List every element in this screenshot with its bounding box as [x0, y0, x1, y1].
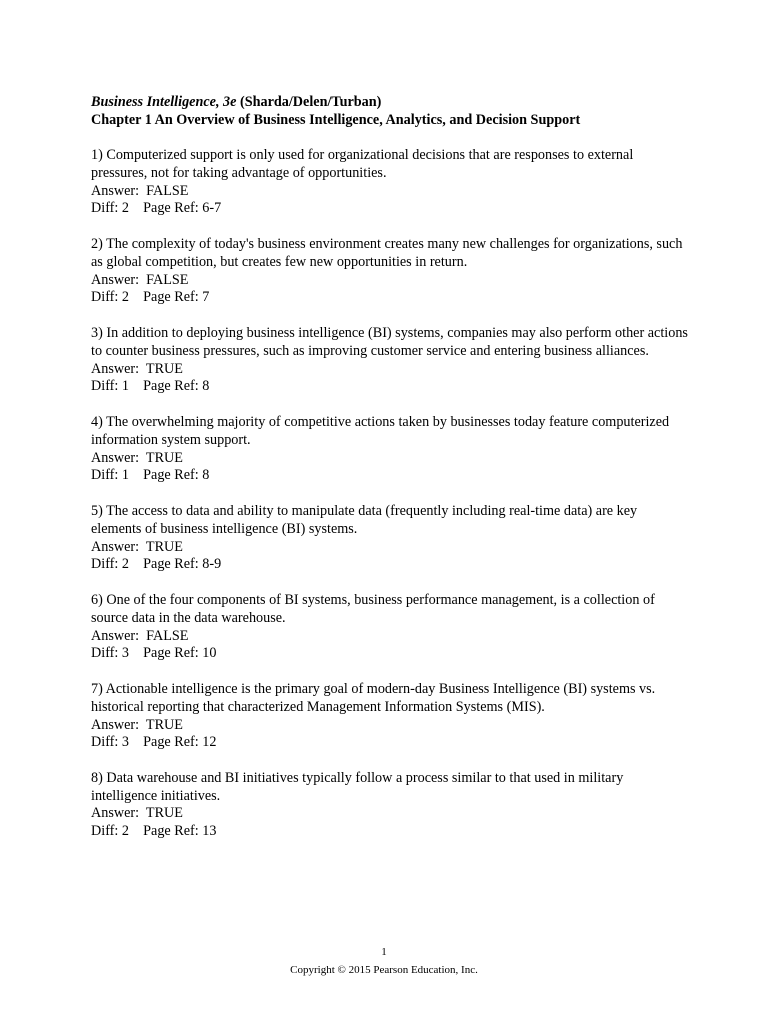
page-number: 1 [381, 946, 387, 958]
question-item [91, 681, 691, 752]
question-item [91, 414, 691, 485]
question-difficulty: Diff: 3 Page Ref: 12 [91, 734, 217, 751]
book-authors: (Sharda/Delen/Turban) [236, 94, 382, 110]
book-title: Business Intelligence, 3e [91, 94, 237, 110]
question-difficulty: Diff: 1 Page Ref: 8 [91, 467, 210, 484]
question-list [91, 147, 691, 859]
question-difficulty: Diff: 2 Page Ref: 6-7 [91, 200, 222, 217]
book-title-line [91, 93, 691, 111]
question-difficulty: Diff: 2 Page Ref: 13 [91, 823, 217, 840]
question-text: 4) The overwhelming majority of competitive actions taken by businesses today feature computerized information system support. [91, 413, 670, 448]
question-difficulty: Diff: 2 Page Ref: 7 [91, 289, 210, 306]
question-difficulty: Diff: 1 Page Ref: 8 [91, 378, 210, 395]
question-item [91, 592, 691, 663]
question-text: 3) In addition to deploying business intelligence (BI) systems, companies may also perform other actions to counter business pressures, such as improving customer service and entering business alliances. [91, 324, 688, 359]
question-answer: Answer: TRUE [91, 716, 183, 733]
question-answer: Answer: TRUE [91, 449, 183, 466]
copyright-notice: Copyright © 2015 Pearson Education, Inc. [290, 964, 478, 976]
question-text: 8) Data warehouse and BI initiatives typically follow a process similar to that used in military intelligence initiatives. [91, 769, 624, 804]
question-text: 7) Actionable intelligence is the primary goal of modern-day Business Intelligence (BI) systems vs. historical reporting that characterized Management Information Systems (MIS). [91, 680, 656, 715]
question-item [91, 503, 691, 574]
question-answer: Answer: TRUE [91, 805, 183, 822]
question-item [91, 147, 691, 218]
question-difficulty: Diff: 3 Page Ref: 10 [91, 645, 217, 662]
question-item [91, 325, 691, 396]
question-text: 1) Computerized support is only used for organizational decisions that are responses to external pressures, not for taking advantage of opportunities. [91, 147, 634, 181]
chapter-title: Chapter 1 An Overview of Business Intelligence, Analytics, and Decision Support [91, 112, 581, 128]
question-item [91, 770, 691, 841]
question-answer: Answer: TRUE [91, 538, 183, 555]
question-text: 5) The access to data and ability to manipulate data (frequently including real-time data) are key elements of business intelligence (BI) systems. [91, 502, 638, 537]
question-item [91, 236, 691, 307]
question-answer: Answer: FALSE [91, 627, 189, 644]
question-answer: Answer: FALSE [91, 182, 189, 199]
document-header [91, 93, 691, 129]
question-text: 2) The complexity of today's business environment creates many new challenges for organizations, such as global competition, but creates few new opportunities in return. [91, 235, 683, 270]
question-difficulty: Diff: 2 Page Ref: 8-9 [91, 556, 222, 573]
question-answer: Answer: FALSE [91, 271, 189, 288]
question-text: 6) One of the four components of BI systems, business performance management, is a collection of source data in the data warehouse. [91, 591, 655, 626]
question-answer: Answer: TRUE [91, 360, 183, 377]
